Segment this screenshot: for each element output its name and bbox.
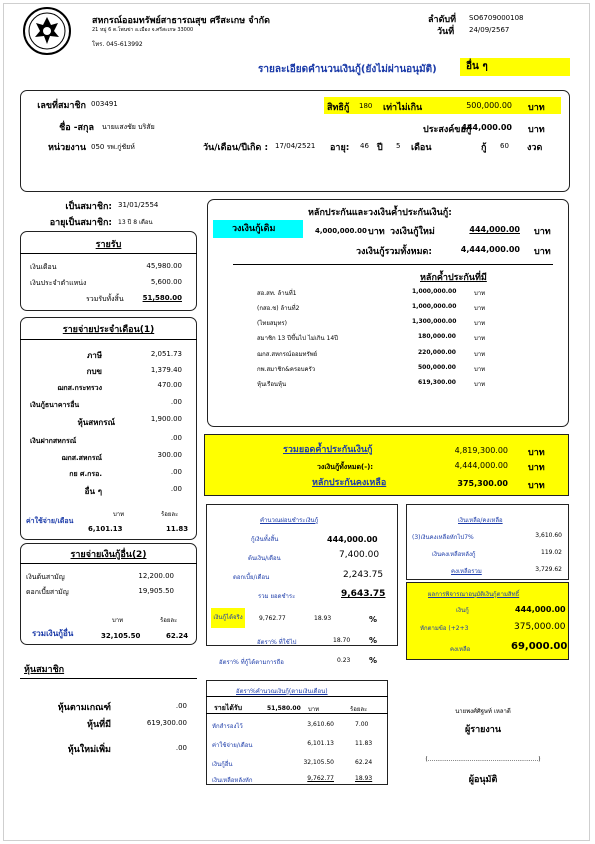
approval-loan-label: เงินกู้ bbox=[456, 607, 469, 614]
page-title: รายละเอียดคำนวนเงินกู้(ยังไม่ผ่านอนุมัติ) bbox=[258, 64, 437, 75]
member-name-label: ชื่อ -สกุล bbox=[59, 123, 94, 133]
ratio-title: อัตรา%คำนวณเงินกู้(ตามเงินเดือน) bbox=[236, 688, 328, 695]
approval-remain-value: 69,000.00 bbox=[511, 641, 568, 652]
ratio-row-percent: 11.83 bbox=[355, 740, 373, 747]
collateral-item-label: กพ.สมาชิก&ครอบครัว bbox=[257, 366, 316, 373]
collateral-item-label: สมาชิก 13 ปีขึ้นไป ไม่เกิน 14ปี bbox=[257, 335, 338, 342]
member-name-value: นายแสงชัย บริสัย bbox=[102, 123, 155, 131]
installment-unit: งวด bbox=[527, 143, 543, 153]
expense-value: 470.00 bbox=[157, 381, 182, 389]
repayment-rate2-value: 0.23 bbox=[337, 657, 351, 664]
collateral-remain-value: 375,300.00 bbox=[457, 479, 508, 488]
expense-label: ฌกส.สหกรณ์ bbox=[61, 454, 102, 462]
ratio-income-value: 51,580.00 bbox=[267, 705, 301, 712]
share-label: หุ้นที่มี bbox=[87, 720, 111, 730]
loan-expense-value: 12,200.00 bbox=[138, 572, 174, 580]
member-unit-label: หน่วยงาน bbox=[47, 143, 86, 153]
share-value: 619,300.00 bbox=[146, 719, 187, 727]
member-id-label: เลขที่สมาชิก bbox=[37, 101, 86, 111]
ratio-row-percent: 18.93 bbox=[355, 775, 373, 782]
loan-label: กู้ bbox=[481, 143, 487, 153]
collateral-total-baht: บาท bbox=[528, 448, 545, 458]
expense-label: กย ศ.กรอ. bbox=[69, 470, 102, 478]
ratio-row-label: เงินเหลือหลังหัก bbox=[212, 777, 253, 784]
collateral-item-label: (ไทยสมุทร) bbox=[257, 320, 287, 327]
right-label: สิทธิกู้ bbox=[327, 103, 350, 113]
age-months: 5 bbox=[396, 142, 401, 150]
loan-expenses-divider bbox=[20, 563, 197, 564]
limit-baht: บาท bbox=[528, 103, 545, 113]
approver-signature-line: (..........................................................) bbox=[425, 756, 541, 763]
ratio-row-percent: 62.24 bbox=[355, 759, 373, 766]
collateral-title: หลักประกันและวงเงินค้ำประกันเงินกู้: bbox=[308, 208, 452, 218]
expense-value: .00 bbox=[170, 468, 182, 476]
repayment-interest-label: ดอกเบี้ย/เดือน bbox=[233, 574, 270, 581]
loan-expense-label: ดอกเบี้ยสามัญ bbox=[26, 588, 69, 596]
org-address: 21 หมู่ 6 ต.โพนข่า อ.เมือง จ.ศรีสะเกษ 33000 bbox=[92, 27, 194, 33]
collateral-item-value: 220,000.00 bbox=[418, 349, 456, 356]
repayment-net-pct: % bbox=[369, 615, 378, 624]
repayment-net-percent: 18.93 bbox=[314, 615, 332, 622]
expense-value: .00 bbox=[170, 434, 182, 442]
remaining-label: คงเหลือรวม bbox=[451, 568, 482, 575]
member-id-value: 003491 bbox=[91, 100, 118, 108]
expense-label: เงินกู้ธนาคารอื่น bbox=[30, 401, 80, 409]
collateral-item-value: 1,000,000.00 bbox=[412, 303, 457, 310]
limit-label: เท่าไม่เกิน bbox=[383, 103, 423, 113]
ratio-row-label: เงินกู้อื่น bbox=[212, 761, 233, 768]
repayment-net-label: เงินกู้ได้จริง bbox=[211, 608, 245, 628]
expense-value: 1,379.40 bbox=[150, 366, 182, 374]
collateral-item-value: 180,000.00 bbox=[418, 333, 456, 340]
income-total-value: 51,580.00 bbox=[142, 294, 182, 302]
member-unit-value: 050 รพ.กู่ชัยห์ bbox=[91, 143, 135, 151]
request-value: 444,000.00 bbox=[461, 123, 512, 132]
collateral-item-value: 619,300.00 bbox=[418, 379, 456, 386]
collateral-remain-label: หลักประกันคงเหลือ bbox=[312, 478, 387, 488]
expense-value: 1,900.00 bbox=[150, 415, 182, 423]
membership-since-label: เป็นสมาชิก: bbox=[65, 202, 112, 212]
request-baht: บาท bbox=[528, 125, 545, 135]
collateral-loans-label: วงเงินกู้ทั้งหมด(-): bbox=[317, 463, 374, 471]
remaining-label: เงินคงเหลือหลังกู้ bbox=[432, 551, 476, 558]
limit-value: 500,000.00 bbox=[466, 101, 512, 110]
reporter-role: ผู้รายงาน bbox=[464, 725, 502, 735]
share-label: หุ้นตามเกณฑ์ bbox=[57, 703, 111, 713]
loan-expenses-title: รายจ่ายเงินกู้อื่น(2) bbox=[70, 550, 147, 560]
org-phone: โทร. 045-613992 bbox=[92, 41, 143, 48]
loan-type-badge: อื่น ๆ bbox=[460, 58, 570, 76]
ratio-row-percent: 7.00 bbox=[355, 721, 369, 728]
remaining-value: 3,610.60 bbox=[535, 532, 562, 539]
ratio-row-value: 9,762.77 bbox=[307, 775, 334, 782]
new-loan-value: 444,000.00 bbox=[469, 225, 520, 234]
old-loan-baht: บาท bbox=[368, 227, 385, 237]
share-value: .00 bbox=[175, 744, 187, 752]
repayment-rate1-pct: % bbox=[369, 636, 378, 645]
loan-expense-label: เงินต้นสามัญ bbox=[26, 573, 65, 581]
total-loan-value: 4,444,000.00 bbox=[460, 245, 520, 254]
collateral-item-value: 500,000.00 bbox=[418, 364, 456, 371]
remaining-title: เงินเหลือ/คงเหลือ bbox=[458, 517, 503, 524]
expense-value: .00 bbox=[170, 485, 182, 493]
repayment-title: คำนวณผ่อนชำระเงินกู้ bbox=[260, 517, 319, 524]
expense-label: อื่น ๆ bbox=[84, 487, 102, 496]
collateral-item-baht: บาท bbox=[474, 335, 486, 342]
share-value: .00 bbox=[175, 702, 187, 710]
ratio-row-value: 32,105.50 bbox=[303, 759, 334, 766]
ratio-income-label: รายได้รับ bbox=[214, 704, 243, 712]
collateral-item-value: 1,000,000.00 bbox=[412, 288, 457, 295]
approval-remain-label: คงเหลือ bbox=[450, 646, 471, 653]
installments-value: 60 bbox=[500, 142, 509, 150]
shares-title: หุ้นสมาชิก bbox=[24, 665, 65, 675]
ratio-header-divider bbox=[206, 713, 388, 714]
loan-expense-col-baht: บาท bbox=[112, 617, 124, 624]
shares-divider bbox=[20, 678, 197, 679]
collateral-list-title: หลักค้ำประกันที่มี bbox=[420, 273, 487, 283]
expense-total-label: ค่าใช้จ่าย/เดือน bbox=[26, 517, 74, 525]
ratio-col-percent: ร้อยละ bbox=[350, 706, 368, 713]
approval-deduct-label: หักตามข้อ (+2+3 bbox=[420, 625, 469, 632]
remaining-label: (3)เงินคงเหลือหักไป7% bbox=[412, 534, 474, 541]
repayment-rate2-label: อัตรา% ที่กู้ได้ตามการถือ bbox=[219, 659, 284, 666]
repayment-principal-label: ต้นเงิน/เดือน bbox=[248, 555, 281, 562]
expense-label: กบข bbox=[86, 367, 102, 376]
expense-col-baht: บาท bbox=[113, 511, 125, 518]
ratio-row-label: ค่าใช้จ่าย/เดือน bbox=[212, 742, 253, 749]
collateral-item-baht: บาท bbox=[474, 305, 486, 312]
income-row-label: เงินประจำตำแหน่ง bbox=[30, 279, 87, 287]
birth-label: วัน/เดือน/ปีเกิด : bbox=[203, 143, 269, 153]
remaining-value: 119.02 bbox=[541, 549, 562, 556]
old-loan-value: 4,000,000.00 bbox=[315, 227, 367, 235]
monthly-expenses-divider bbox=[20, 339, 197, 340]
income-total-label: รวมรับทั้งสิ้น bbox=[86, 295, 124, 303]
loan-expense-value: 19,905.50 bbox=[138, 587, 174, 595]
collateral-remain-baht: บาท bbox=[528, 481, 545, 491]
date-value: 24/09/2567 bbox=[469, 26, 510, 34]
repayment-principal-value: 7,400.00 bbox=[339, 550, 380, 560]
repayment-total-value: 9,643.75 bbox=[341, 589, 386, 599]
expense-label: ภาษี bbox=[86, 351, 102, 360]
ratio-divider bbox=[206, 696, 388, 697]
membership-length-value: 13 ปี 8 เดือน bbox=[118, 219, 153, 226]
repayment-rate2-pct: % bbox=[369, 656, 378, 665]
reporter-name: นายพงศ์ศิฐษท์ เหลาดี bbox=[455, 708, 511, 715]
date-label: วันที่ bbox=[437, 27, 455, 37]
collateral-item-label: หุ้นเรือนหุ้น bbox=[257, 381, 287, 388]
total-loan-baht: บาท bbox=[534, 247, 551, 257]
collateral-item-baht: บาท bbox=[474, 290, 486, 297]
loan-expense-total-percent: 62.24 bbox=[166, 632, 189, 640]
collateral-item-baht: บาท bbox=[474, 351, 486, 358]
income-title: รายรับ bbox=[95, 240, 122, 250]
collateral-item-baht: บาท bbox=[474, 320, 486, 327]
ratio-row-value: 3,610.60 bbox=[307, 721, 334, 728]
collateral-divider bbox=[233, 264, 553, 265]
approval-deduct-value: 375,000.00 bbox=[514, 622, 566, 632]
repayment-loan-value: 444,000.00 bbox=[327, 535, 378, 544]
new-loan-baht: บาท bbox=[534, 227, 551, 237]
org-name: สหกรณ์ออมทรัพย์สาธารณสุข ศรีสะเกษ จำกัด bbox=[92, 16, 270, 26]
expense-value: 2,051.73 bbox=[150, 350, 182, 358]
membership-since-value: 31/01/2554 bbox=[118, 201, 159, 209]
income-row-value: 5,600.00 bbox=[150, 278, 182, 286]
new-loan-label: วงเงินกู้ใหม่ bbox=[390, 227, 435, 237]
approval-loan-value: 444,000.00 bbox=[515, 605, 566, 614]
request-label: ประสงค์ขอกู้ bbox=[423, 125, 472, 135]
income-row-value: 45,980.00 bbox=[146, 262, 182, 270]
expense-value: 300.00 bbox=[157, 451, 182, 459]
ratio-row-value: 6,101.13 bbox=[307, 740, 334, 747]
collateral-item-label: สอ.สท. ล้านที่1 bbox=[257, 290, 297, 297]
total-loan-label: วงเงินกู้รวมทั้งหมด: bbox=[356, 247, 432, 257]
repayment-net-value: 9,762.77 bbox=[259, 615, 286, 622]
collateral-item-value: 1,300,000.00 bbox=[412, 318, 457, 325]
age-years: 46 bbox=[360, 142, 369, 150]
collateral-loans-baht: บาท bbox=[528, 463, 545, 473]
monthly-expenses-title: รายจ่ายประจำเดือน(1) bbox=[62, 325, 155, 335]
collateral-item-baht: บาท bbox=[474, 381, 486, 388]
collateral-total-value: 4,819,300.00 bbox=[454, 446, 508, 455]
expense-total-percent: 11.83 bbox=[166, 525, 189, 533]
birth-value: 17/04/2521 bbox=[275, 142, 316, 150]
repayment-total-label: รวม ยอดชำระ bbox=[258, 593, 296, 600]
share-label: หุ้นใหม่เพิ่ม bbox=[67, 745, 111, 755]
ref-value: SO6709000108 bbox=[469, 14, 524, 22]
age-label: อายุ: bbox=[330, 143, 350, 153]
collateral-item-baht: บาท bbox=[474, 366, 486, 373]
expense-value: .00 bbox=[170, 398, 182, 406]
approver-role: ผู้อนุมัติ bbox=[468, 775, 498, 785]
collateral-total-label: รวมยอดค้ำประกันเงินกู้ bbox=[283, 445, 373, 455]
age-month-unit: เดือน bbox=[411, 143, 432, 153]
loan-expense-col-percent: ร้อยละ bbox=[160, 617, 178, 624]
expense-label: หุ้นสหกรณ์ bbox=[77, 418, 115, 427]
income-divider bbox=[20, 253, 197, 254]
right-value: 180 bbox=[359, 102, 373, 110]
loan-expense-total-value: 32,105.50 bbox=[101, 632, 141, 640]
expense-label: เงินฝากสหกรณ์ bbox=[30, 437, 77, 445]
collateral-summary-box bbox=[204, 434, 569, 496]
age-year-unit: ปี bbox=[377, 143, 383, 153]
old-loan-label: วงเงินกู้เดิม bbox=[213, 220, 303, 238]
ratio-col-baht: บาท bbox=[308, 706, 320, 713]
ratio-row-label: หักสำรองไว้ bbox=[212, 723, 243, 730]
collateral-item-label: ฌกส.สหกรณ์ออมทรัพย์ bbox=[257, 351, 318, 358]
expense-total-value: 6,101.13 bbox=[88, 525, 123, 533]
cooperative-seal-icon bbox=[22, 6, 72, 56]
ref-label: ลำดับที่ bbox=[428, 15, 457, 25]
income-row-label: เงินเดือน bbox=[30, 263, 57, 271]
repayment-rate1-label: อัตรา% ที่ใช้ไป bbox=[257, 639, 297, 646]
approval-title: ผลการพิจารณาอนุมัติเงินกู้ตามสิทธิ์ bbox=[428, 591, 520, 598]
repayment-loan-label: กู้เงินทั้งสิ้น bbox=[251, 536, 279, 543]
collateral-item-label: (กสอ.ช) ล้านที่2 bbox=[257, 305, 300, 312]
expense-col-percent: ร้อยละ bbox=[161, 511, 179, 518]
repayment-interest-value: 2,243.75 bbox=[343, 570, 384, 580]
remaining-value: 3,729.62 bbox=[535, 566, 562, 573]
collateral-loans-value: 4,444,000.00 bbox=[454, 461, 508, 470]
repayment-rate1-value: 18.70 bbox=[333, 637, 351, 644]
expense-label: ฌกส.กระทรวง bbox=[57, 384, 102, 392]
membership-length-label: อายุเป็นสมาชิก: bbox=[49, 218, 112, 228]
loan-expense-total-label: รวมเงินกู้อื่น bbox=[32, 629, 74, 638]
